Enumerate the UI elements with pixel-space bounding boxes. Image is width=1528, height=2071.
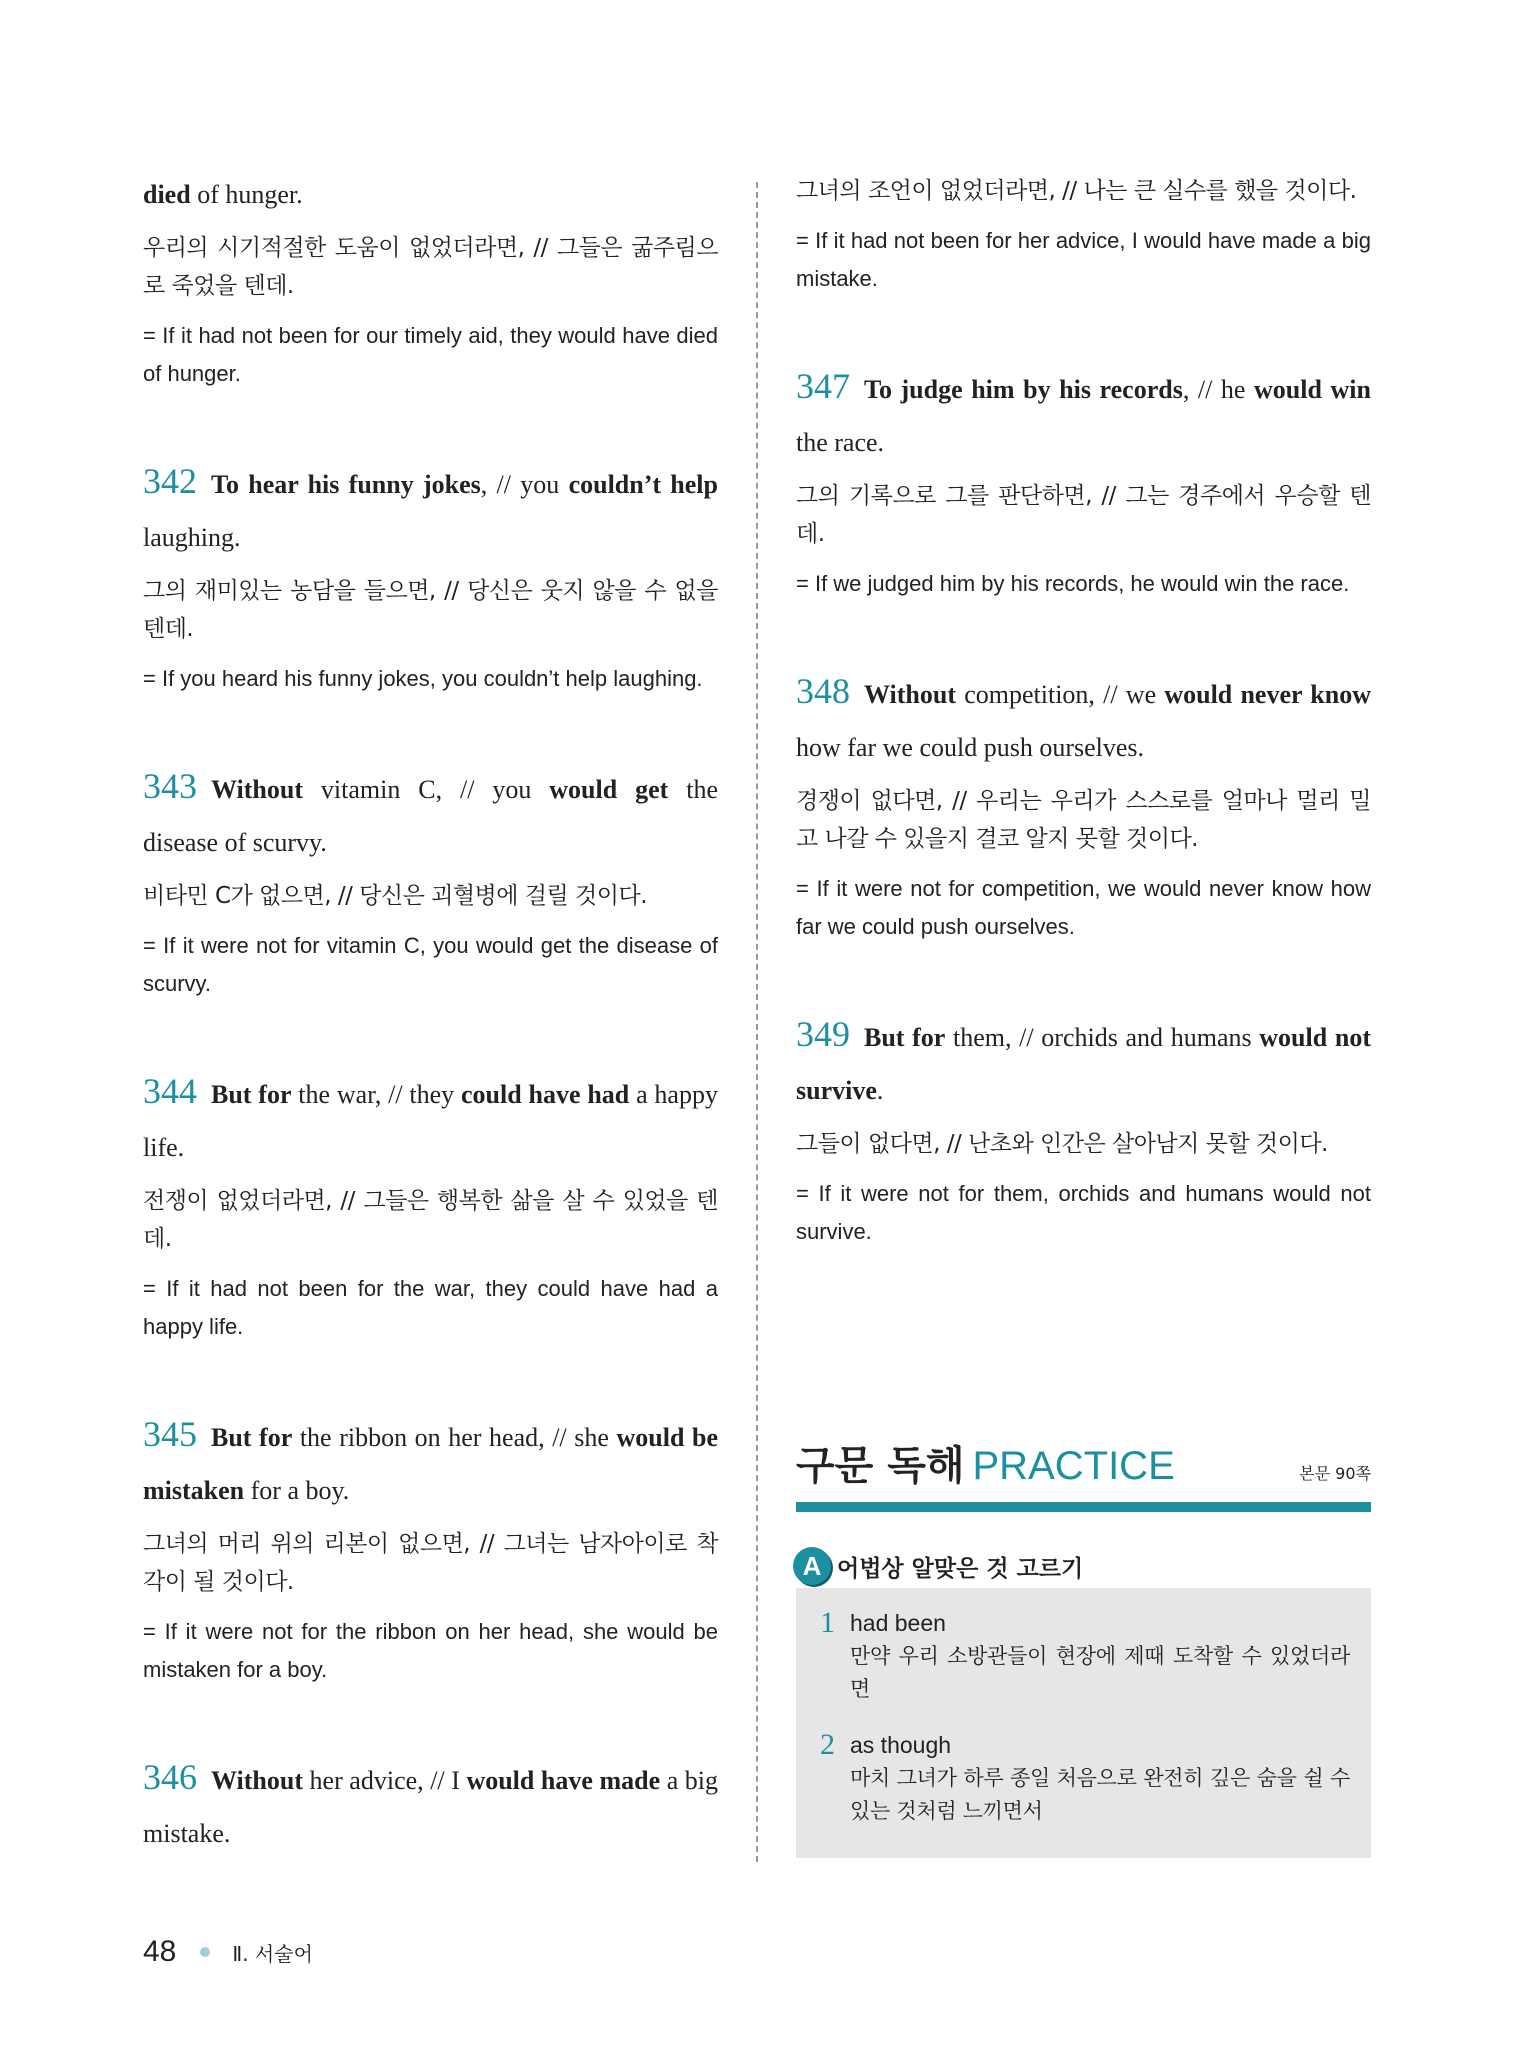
korean-translation: 그의 재미있는 농담을 들으면, // 당신은 웃지 않을 수 없을 텐데.	[143, 578, 718, 642]
section-a-heading	[793, 1547, 1083, 1585]
equivalent-sentence: = If it had not been for our timely aid, they would have died of hunger.	[143, 323, 718, 386]
left-column	[143, 168, 718, 1922]
practice-underline	[796, 1510, 1371, 1512]
english-sentence: died of hunger.	[143, 180, 303, 209]
answer-korean: 마치 그녀가 하루 종일 처음으로 완전히 깊은 숨을 쉴 수 있는 것처럼 느끼면서	[850, 1766, 1350, 1823]
page-footer	[143, 1935, 313, 1969]
sentence-item	[796, 1008, 1371, 1251]
equivalent-sentence: = If it were not for the ribbon on her head, she would be mistaken for a boy.	[143, 1619, 718, 1682]
answer-number: 1	[820, 1606, 835, 1639]
equivalent-sentence: = If you heard his funny jokes, you couldn’t help laughing.	[143, 666, 703, 691]
practice-title-korean: 구문 독해	[796, 1443, 965, 1489]
answer-korean: 만약 우리 소방관들이 현장에 제때 도착할 수 있었더라면	[850, 1644, 1350, 1701]
column-divider	[756, 182, 758, 1862]
korean-translation: 그녀의 조언이 없었더라면, // 나는 큰 실수를 했을 것이다.	[796, 178, 1357, 204]
korean-translation: 우리의 시기적절한 도움이 없었더라면, // 그들은 굶주림으로 죽었을 텐데.	[143, 235, 718, 299]
sentence-number: 343	[143, 766, 197, 806]
answer-english: had been	[850, 1610, 946, 1636]
section-a-title: 어법상 알맞은 것 고르기	[837, 1555, 1084, 1582]
equivalent-sentence: = If it were not for vitamin C, you would get the disease of scurvy.	[143, 933, 718, 996]
sentence-number: 346	[143, 1757, 197, 1797]
answer-box	[796, 1588, 1371, 1858]
sentence-item	[143, 168, 718, 393]
equivalent-sentence: = If it were not for them, orchids and humans would not survive.	[796, 1181, 1371, 1244]
sentence-number: 342	[143, 461, 197, 501]
footer-dot	[200, 1947, 210, 1957]
sentence-item	[143, 455, 718, 698]
english-sentence: 345 But for the ribbon on her head, // she would be mistaken for a boy.	[143, 1414, 718, 1505]
sentence-item	[143, 1065, 718, 1346]
sentence-item	[796, 665, 1371, 946]
korean-translation: 그의 기록으로 그를 판단하면, // 그는 경주에서 우승할 텐데.	[796, 483, 1371, 547]
korean-translation: 그들이 없다면, // 난초와 인간은 살아남지 못할 것이다.	[796, 1131, 1328, 1157]
page-reference: 본문 90쪽	[1299, 1464, 1371, 1483]
equivalent-sentence: = If we judged him by his records, he would win the race.	[796, 571, 1350, 596]
sentence-item	[796, 360, 1371, 603]
english-sentence: 349 But for them, // orchids and humans would not survive.	[796, 1014, 1371, 1105]
sentence-number: 344	[143, 1071, 197, 1111]
answer-english: as though	[850, 1732, 952, 1758]
sentence-number: 347	[796, 366, 850, 406]
sentence-item	[796, 172, 1371, 298]
answer-number: 2	[820, 1728, 835, 1761]
sentence-item	[143, 1408, 718, 1689]
english-sentence: 342 To hear his funny jokes, // you couldn’t help laughing.	[143, 461, 718, 552]
sentence-number: 345	[143, 1414, 197, 1454]
practice-title-english: PRACTICE	[972, 1444, 1175, 1488]
equivalent-sentence: = If it had not been for the war, they could have had a happy life.	[143, 1276, 718, 1339]
korean-translation: 전쟁이 없었더라면, // 그들은 행복한 삶을 살 수 있었을 텐데.	[143, 1188, 718, 1252]
korean-translation: 경쟁이 없다면, // 우리는 우리가 스스로를 얼마나 멀리 밀고 나갈 수 있을지 결코 알지 못할 것이다.	[796, 788, 1371, 852]
sentence-item	[143, 1751, 718, 1860]
sentence-item	[143, 760, 718, 1003]
english-sentence: 347 To judge him by his records, // he would win the race.	[796, 366, 1371, 457]
section-a-badge: A	[793, 1547, 831, 1585]
sentence-number: 349	[796, 1014, 850, 1054]
equivalent-sentence: = If it had not been for her advice, I would have made a big mistake.	[796, 228, 1371, 291]
sentence-number: 348	[796, 671, 850, 711]
practice-header	[796, 1434, 1371, 1510]
answer-item	[820, 1606, 1350, 1706]
answer-item	[820, 1728, 1350, 1828]
page-number: 48	[143, 1935, 177, 1968]
english-sentence: 344 But for the war, // they could have had a happy life.	[143, 1071, 718, 1162]
footer-section: Ⅱ. 서술어	[232, 1941, 313, 1966]
right-column	[796, 168, 1371, 1313]
english-sentence: 346 Without her advice, // I would have made a big mistake.	[143, 1757, 719, 1848]
korean-translation: 비타민 C가 없으면, // 당신은 괴혈병에 걸릴 것이다.	[143, 883, 647, 909]
korean-translation: 그녀의 머리 위의 리본이 없으면, // 그녀는 남자아이로 착각이 될 것이다.	[143, 1531, 718, 1595]
equivalent-sentence: = If it were not for competition, we would never know how far we could push ourselves.	[796, 876, 1371, 939]
english-sentence: 343 Without vitamin C, // you would get the disease of scurvy.	[143, 766, 718, 857]
english-sentence: 348 Without competition, // we would never know how far we could push ourselves.	[796, 671, 1371, 762]
